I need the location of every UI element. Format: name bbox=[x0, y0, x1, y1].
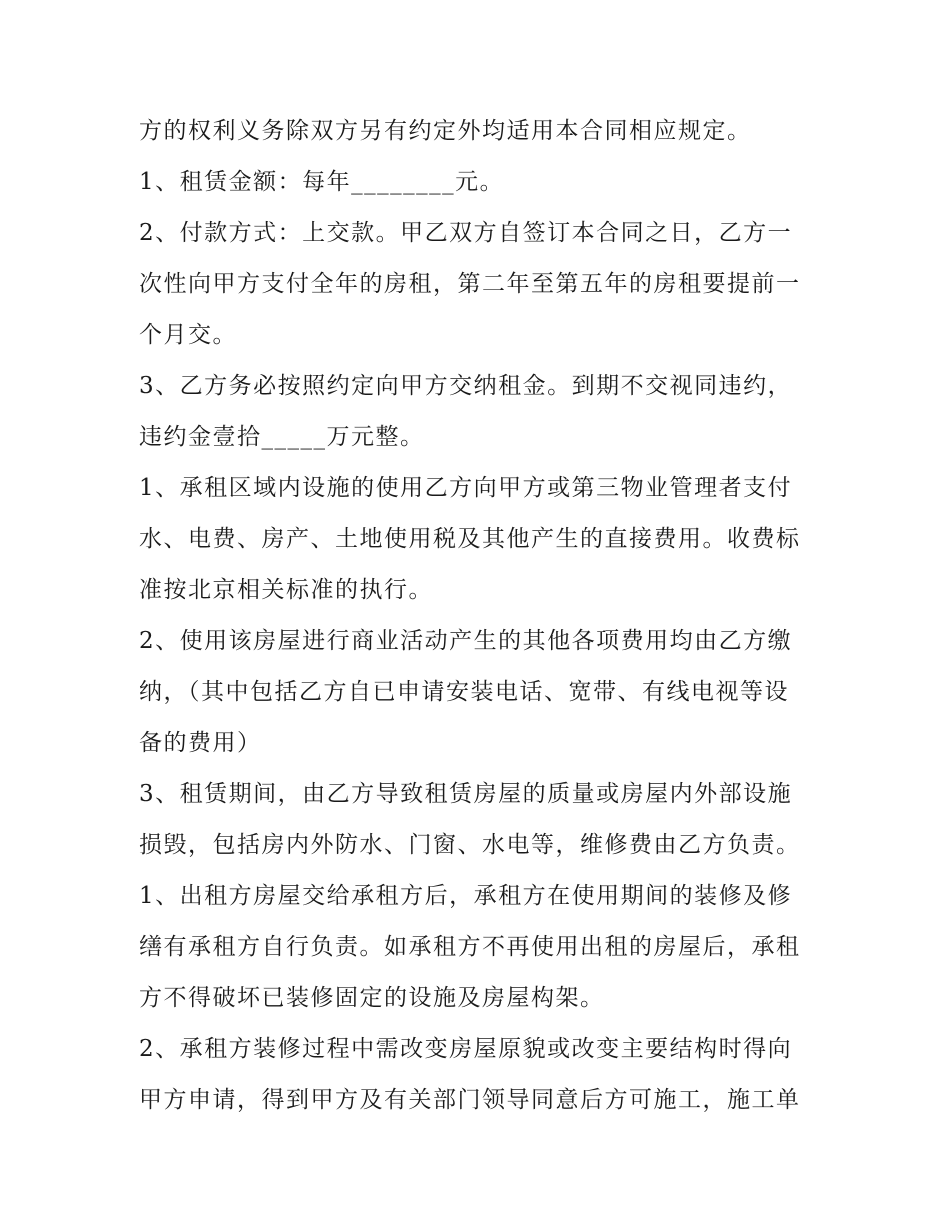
text-line: 甲方申请，得到甲方及有关部门领导同意后方可施工，施工单 bbox=[139, 1087, 801, 1113]
text-line: 违约金壹拾_____万元整。 bbox=[139, 424, 425, 450]
text-line: 方不得破坏已装修固定的设施及房屋构架。 bbox=[139, 985, 605, 1011]
text-line: 2、使用该房屋进行商业活动产生的其他各项费用均由乙方缴 bbox=[139, 628, 793, 654]
text-line: 3、乙方务必按照约定向甲方交纳租金。到期不交视同违约， bbox=[139, 373, 793, 399]
text-line: 2、承租方装修过程中需改变房屋原貌或改变主要结构时得向 bbox=[139, 1036, 793, 1062]
text-line: 水、电费、房产、土地使用税及其他产生的直接费用。收费标 bbox=[139, 526, 801, 552]
text-line: 3、租赁期间，由乙方导致租赁房屋的质量或房屋内外部设施 bbox=[139, 781, 793, 807]
text-line: 1、租赁金额：每年________元。 bbox=[139, 169, 505, 195]
text-line: 损毁，包括房内外防水、门窗、水电等，维修费由乙方负责。 bbox=[139, 832, 801, 858]
text-line: 1、承租区域内设施的使用乙方向甲方或第三物业管理者支付 bbox=[139, 475, 793, 501]
text-line: 2、付款方式：上交款。甲乙双方自签订本合同之日，乙方一 bbox=[139, 220, 793, 246]
text-line: 次性向甲方支付全年的房租，第二年至第五年的房租要提前一 bbox=[139, 271, 801, 297]
text-line: 方的权利义务除双方另有约定外均适用本合同相应规定。 bbox=[139, 118, 752, 144]
text-line: 个月交。 bbox=[139, 322, 237, 348]
text-line: 备的费用） bbox=[139, 730, 262, 756]
text-line: 准按北京相关标准的执行。 bbox=[139, 577, 433, 603]
text-line: 纳，（其中包括乙方自已申请安装电话、宽带、有线电视等设 bbox=[139, 679, 789, 705]
text-line: 1、出租方房屋交给承租方后，承租方在使用期间的装修及修 bbox=[139, 883, 793, 909]
text-line: 缮有承租方自行负责。如承租方不再使用出租的房屋后，承租 bbox=[139, 934, 801, 960]
document-body bbox=[139, 106, 819, 1126]
